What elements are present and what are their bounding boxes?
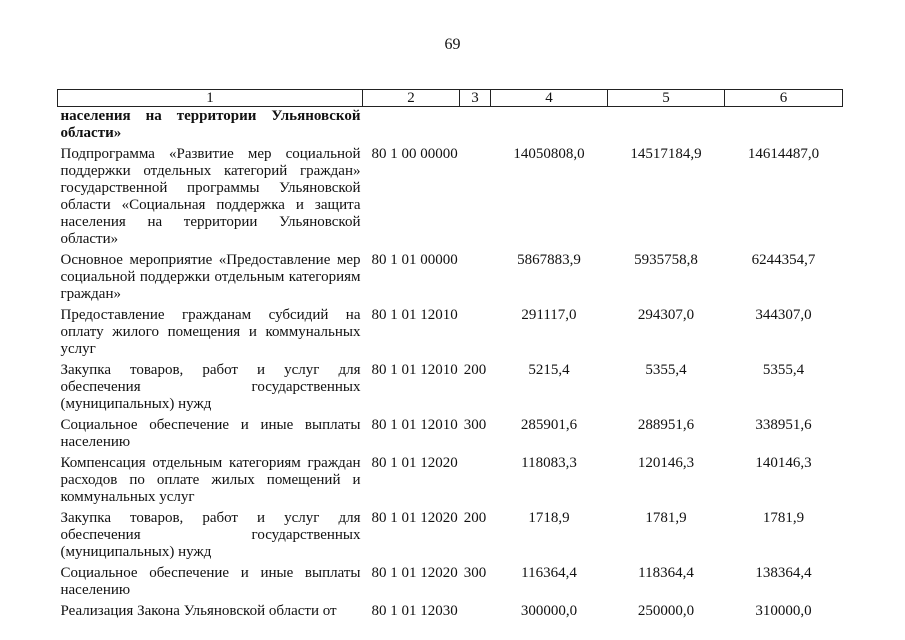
row-value-3: 344307,0 xyxy=(755,307,812,323)
row-value-3: 6244354,7 xyxy=(751,252,816,268)
row-vr: 200 xyxy=(463,510,487,526)
row-code xyxy=(363,107,460,146)
table-row xyxy=(58,454,843,509)
column-header: 3 xyxy=(460,90,491,107)
row-value-1: 300000,0 xyxy=(520,603,578,619)
row-name: Предоставление гражданам субсидий на оплату жилого помещения и коммунальных услуг xyxy=(60,307,361,357)
row-vr xyxy=(460,454,491,509)
budget-table xyxy=(57,89,843,623)
row-value-1: 5215,4 xyxy=(528,362,570,378)
row-value-1: 291117,0 xyxy=(521,307,577,323)
table-row xyxy=(58,251,843,306)
row-value-2 xyxy=(608,107,725,146)
row-value-2: 5355,4 xyxy=(645,362,687,378)
row-value-2: 118364,4 xyxy=(638,565,694,581)
row-value-3: 5355,4 xyxy=(762,362,805,378)
column-header: 1 xyxy=(58,90,363,107)
row-code: 80 1 01 00000 xyxy=(371,252,458,268)
row-value-3: 140146,3 xyxy=(755,455,812,471)
row-value-2: 14517184,9 xyxy=(630,146,702,162)
row-vr: 300 xyxy=(463,417,487,433)
row-value-3: 138364,4 xyxy=(755,565,812,581)
row-value-2: 250000,0 xyxy=(637,603,695,619)
table-row xyxy=(58,564,843,602)
row-value-3: 14614487,0 xyxy=(747,146,820,162)
row-name: Социальное обеспечение и иные выплаты населению xyxy=(60,565,361,598)
table-row xyxy=(58,361,843,416)
row-code: 80 1 01 12020 xyxy=(371,510,458,526)
table-row xyxy=(58,509,843,564)
row-code: 80 1 01 12020 xyxy=(371,565,458,581)
row-vr xyxy=(460,602,491,623)
page-number: 69 xyxy=(444,36,461,53)
row-value-1: 116364,4 xyxy=(521,565,577,581)
row-code: 80 1 01 12020 xyxy=(371,455,458,471)
row-name: Закупка товаров, работ и услуг для обеспечения государственных (муниципальных) нужд xyxy=(60,510,361,560)
row-value-1: 285901,6 xyxy=(520,417,578,433)
row-vr: 300 xyxy=(463,565,487,581)
row-name: Компенсация отдельным категориям граждан расходов по оплате жилых помещений и коммунальных услуг xyxy=(60,455,361,505)
row-name: Закупка товаров, работ и услуг для обеспечения государственных (муниципальных) нужд xyxy=(60,362,361,412)
row-name: Основное мероприятие «Предоставление мер социальной поддержки отдельным категориям граждан» xyxy=(60,252,361,302)
row-code: 80 1 01 12030 xyxy=(371,603,458,619)
table-row xyxy=(58,306,843,361)
row-value-1: 1718,9 xyxy=(528,510,570,526)
row-value-2: 294307,0 xyxy=(637,307,695,323)
row-value-1: 14050808,0 xyxy=(513,146,585,162)
table-row xyxy=(58,416,843,454)
header-row xyxy=(58,90,843,107)
row-value-3 xyxy=(725,107,843,146)
column-header: 4 xyxy=(491,90,608,107)
table-row xyxy=(58,145,843,251)
row-code: 80 1 01 12010 xyxy=(371,362,458,378)
column-header: 6 xyxy=(725,90,843,107)
row-value-2: 120146,3 xyxy=(637,455,695,471)
row-code: 80 1 01 12010 xyxy=(371,417,458,433)
row-name: Социальное обеспечение и иные выплаты населению xyxy=(60,417,361,450)
row-value-3: 1781,9 xyxy=(762,510,805,526)
row-code: 80 1 00 00000 xyxy=(371,146,458,162)
row-value-3: 338951,6 xyxy=(755,417,812,433)
row-value-2: 288951,6 xyxy=(637,417,695,433)
row-value-1: 118083,3 xyxy=(521,455,577,471)
row-vr xyxy=(460,251,491,306)
column-header: 2 xyxy=(363,90,460,107)
table-row xyxy=(58,602,843,623)
row-name: Подпрограмма «Развитие мер социальной поддержки отдельных категорий граждан» государственной программы Ульяновской области «Социальная поддержка и защита населения на территории Ульяновской области» xyxy=(60,146,361,247)
row-value-1: 5867883,9 xyxy=(517,252,581,268)
row-value-2: 5935758,8 xyxy=(634,252,698,268)
row-vr xyxy=(460,107,491,146)
table-row xyxy=(58,107,843,146)
row-value-2: 1781,9 xyxy=(645,510,687,526)
row-name: Реализация Закона Ульяновской области от xyxy=(60,603,337,619)
row-value-3: 310000,0 xyxy=(755,603,812,619)
row-vr xyxy=(460,306,491,361)
row-vr: 200 xyxy=(463,362,487,378)
row-vr xyxy=(460,145,491,251)
row-value-1 xyxy=(491,107,608,146)
row-name: населения на территории Ульяновской области» xyxy=(60,108,361,141)
row-code: 80 1 01 12010 xyxy=(371,307,458,323)
column-header: 5 xyxy=(608,90,725,107)
